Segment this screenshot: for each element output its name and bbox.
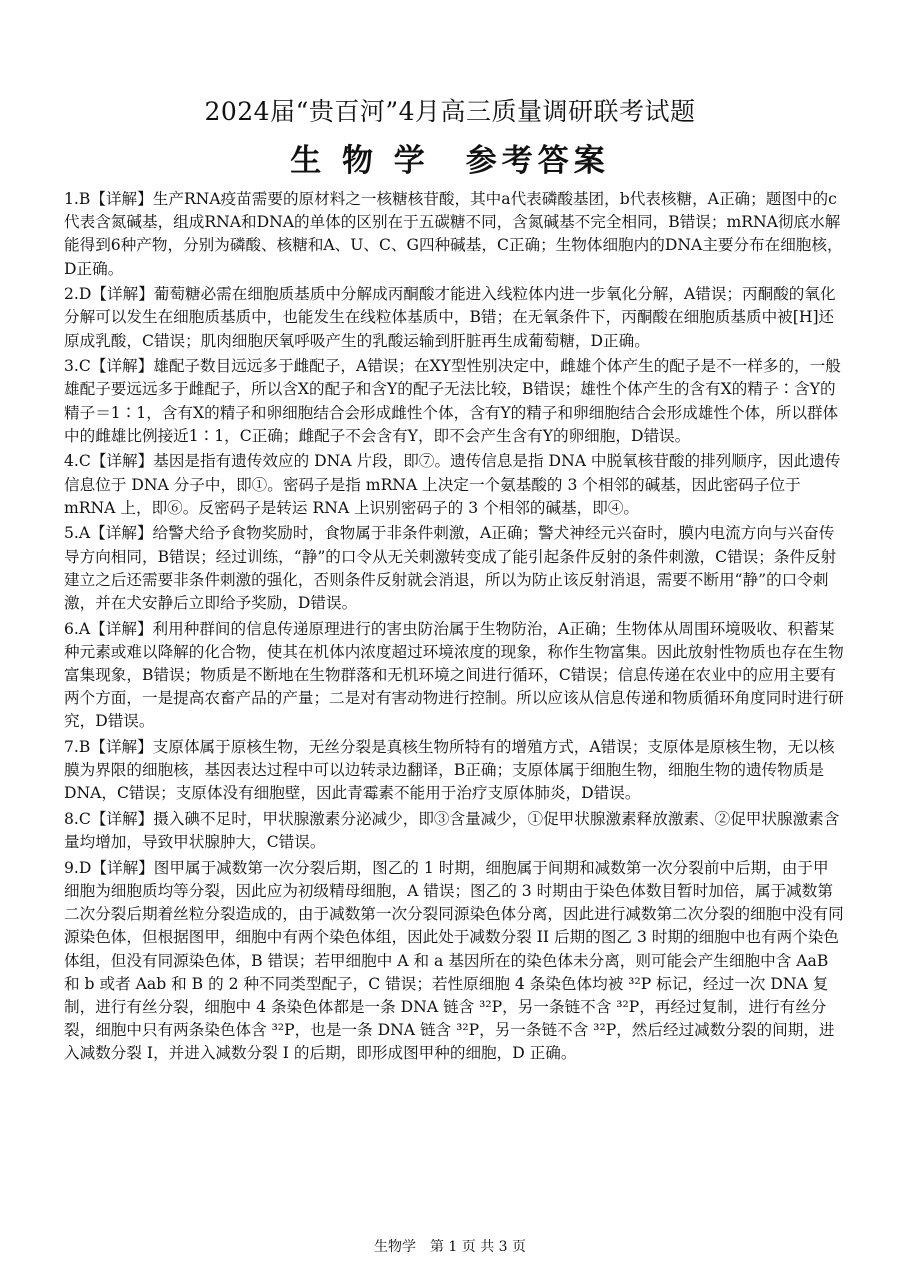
- answer-item-7: [64, 736, 844, 806]
- explanation-tag: 【详解】: [90, 810, 154, 829]
- answer-choice: D: [78, 285, 92, 304]
- answer-choice: C: [78, 452, 91, 471]
- explanation-tag: 【详解】: [90, 619, 153, 638]
- explanation-text: 生产RNA疫苗需要的原材料之一核糖核苷酸，其中a代表磷酸基团，b代表核糖，A正确；题图中的c代表含氮碱基，组成RNA和DNA的单体的区别在于五碳糖不同，含氮碱基不完全相同，B错误；mRNA彻底水解能得到6种产物，分别为磷酸、核糖和A、U、C、G四种碱基，C正确；生物体细胞内的DNA主要分布在细胞核，D正确。: [64, 190, 843, 278]
- explanation-text: 基因是指有遗传效应的 DNA 片段，即⑦。遗传信息是指 DNA 中脱氧核苷酸的排列顺序，因此遗传信息位于 DNA 分子中，即①。密码子是指 mRNA 上决定一个氨基酸的 3 个相邻的碱基，因此密码子位于 mRNA 上，即⑥。反密码子是转运 RNA 上识别密码子的 3 个相邻的碱基，即④。: [64, 452, 841, 517]
- explanation-text: 利用种群间的信息传递原理进行的害虫防治属于生物防治，A正确；生物体从周围环境吸收、积蓄某种元素或难以降解的化合物，使其在机体内浓度超过环境浓度的现象，称作生物富集。因此放射性物质也存在生物富集现象，B错误；物质是不断地在生物群落和无机环境之间进行循环，C错误；信息传递在农业中的应用主要有两个方面，一是提高农畜产品的产量；二是对有害动物进行控制。所以应该从信息传递和物质循环角度同时进行研究，D错误。: [64, 619, 844, 731]
- explanation-text: 图甲属于减数第一次分裂后期，图乙的 1 时期，细胞属于间期和减数第一次分裂前中后期，由于甲细胞为细胞质均等分裂，因此应为初级精母细胞，A 错误；图乙的 3 时期由于染色体数目暂时加倍，属于减数第二次分裂后期着丝粒分裂造成的，由于减数第一次分裂同源染色体分离，因此进行减数第二次分裂的细胞中没有同源染色体，但根据图甲，细胞中有两个染色体组，因此处于减数分裂 II 后期的图乙 3 时期的细胞中也有两个染色体组，但没有同源染色体，B 错误；若甲细胞中 A 和 a 基因所在的染色体未分离，则可能会产生细胞中含 AaB 和 b 或者 Aab 和 B 的 2 种不同类型配子，C 错误；若性原细胞 4 条染色体均被 ³²P 标记，经过一次 DNA 复制，进行有丝分裂，细胞中 4 条染色体都是一条 DNA 链含 ³²P，另一条链不含 ³²P，再经过复制，进行有丝分裂，细胞中只有两条染色体含 ³²P，也是一条 DNA 链含 ³²P，另一条链不含 ³²P，然后经过减数分裂的间期，进入减数分裂 I，并进入减数分裂 I 的后期，即形成图甲种的细胞，D 正确。: [64, 858, 844, 1063]
- answer-number: 7.: [64, 738, 79, 757]
- explanation-tag: 【详解】: [91, 858, 154, 877]
- explanation-tag: 【详解】: [90, 190, 153, 208]
- answer-item-9: [64, 857, 844, 1066]
- answer-item-2: [64, 283, 844, 353]
- answer-item-5: [64, 522, 844, 615]
- explanation-text: 支原体属于原核生物，无丝分裂是真核生物所特有的增殖方式，A错误；支原体是原核生物，无以核膜为界限的细胞核，基因表达过程中可以边转录边翻译，B正确；支原体属于细胞生物，细胞生物的遗传物质是DNA，C错误；支原体没有细胞壁，因此青霉素不能用于治疗支原体肺炎，D错误。: [64, 738, 835, 803]
- explanation-text: 雄配子数目远远多于雌配子，A错误；在XY型性别决定中，雌雄个体产生的配子是不一样多的，一般雄配子要远远多于雌配子，所以含X的配子和含Y的配子无法比较，B错误；雄性个体产生的含有X的精子∶含Y的精子＝1∶1，含有X的精子和卵细胞结合会形成雌性个体，含有Y的精子和卵细胞结合会形成雄性个体，所以群体中的雌雄比例接近1∶1，C正确；雌配子不会含有Y，即不会产生含有Y的卵细胞，D错误。: [64, 357, 841, 445]
- explanation-text: 摄入碘不足时，甲状腺激素分泌减少，即③含量减少，①促甲状腺激素释放激素、②促甲状腺激素含量均增加，导致甲状腺肿大，C错误。: [64, 810, 840, 852]
- answer-number: 2.: [64, 285, 79, 304]
- explanation-tag: 【详解】: [90, 452, 154, 471]
- answer-number: 8.: [64, 810, 79, 829]
- answer-number: 9.: [64, 858, 79, 877]
- page-subtitle: 生 物 学 参考答案: [290, 143, 610, 179]
- answer-number: 5.: [64, 524, 79, 543]
- answer-choice: B: [78, 738, 91, 757]
- answer-number: 4.: [64, 452, 79, 471]
- answer-item-8: [64, 808, 844, 854]
- explanation-tag: 【详解】: [91, 285, 154, 304]
- explanation-tag: 【详解】: [90, 524, 153, 543]
- answer-item-1: [64, 188, 844, 281]
- answer-choice: D: [78, 858, 92, 877]
- answer-choice: B: [78, 190, 91, 208]
- answer-item-3: [64, 355, 844, 448]
- answer-choice: A: [78, 524, 91, 543]
- answer-list: [64, 188, 844, 1068]
- explanation-text: 给警犬给予食物奖励时，食物属于非条件刺激，A正确；警犬神经元兴奋时，膜内电流方向与兴奋传导方向相同，B错误；经过训练，“静”的口令从无关刺激转变成了能引起条件反射的条件刺激，C错误；条件反射建立之后还需要非条件刺激的强化，否则条件反射就会消退，所以为防止该反射消退，需要不断用“静”的口令刺激，并在犬安静后立即给予奖励，D错误。: [64, 524, 837, 613]
- answer-number: 6.: [64, 619, 79, 638]
- answer-choice: A: [78, 619, 91, 638]
- answer-number: 1.: [64, 190, 79, 208]
- answer-number: 3.: [64, 357, 79, 376]
- answer-item-4: [64, 450, 844, 520]
- explanation-tag: 【详解】: [90, 738, 153, 757]
- page-footer: 生物学 第 1 页 共 3 页: [373, 1239, 527, 1255]
- exam-title: 2024届“贵百河”4月高三质量调研联考试题: [204, 97, 696, 126]
- answer-choice: C: [78, 810, 91, 829]
- answer-item-6: [64, 618, 844, 734]
- answer-choice: C: [78, 357, 91, 376]
- explanation-text: 葡萄糖必需在细胞质基质中分解成丙酮酸才能进入线粒体内进一步氧化分解，A错误；丙酮酸的氧化分解可以发生在细胞质基质中，也能发生在线粒体基质中，B错；在无氧条件下，丙酮酸在细胞质基质中被[H]还原成乳酸，C错误；肌肉细胞厌氧呼吸产生的乳酸运输到肝脏再生成葡萄糖，D正确。: [64, 285, 836, 350]
- explanation-tag: 【详解】: [90, 357, 154, 376]
